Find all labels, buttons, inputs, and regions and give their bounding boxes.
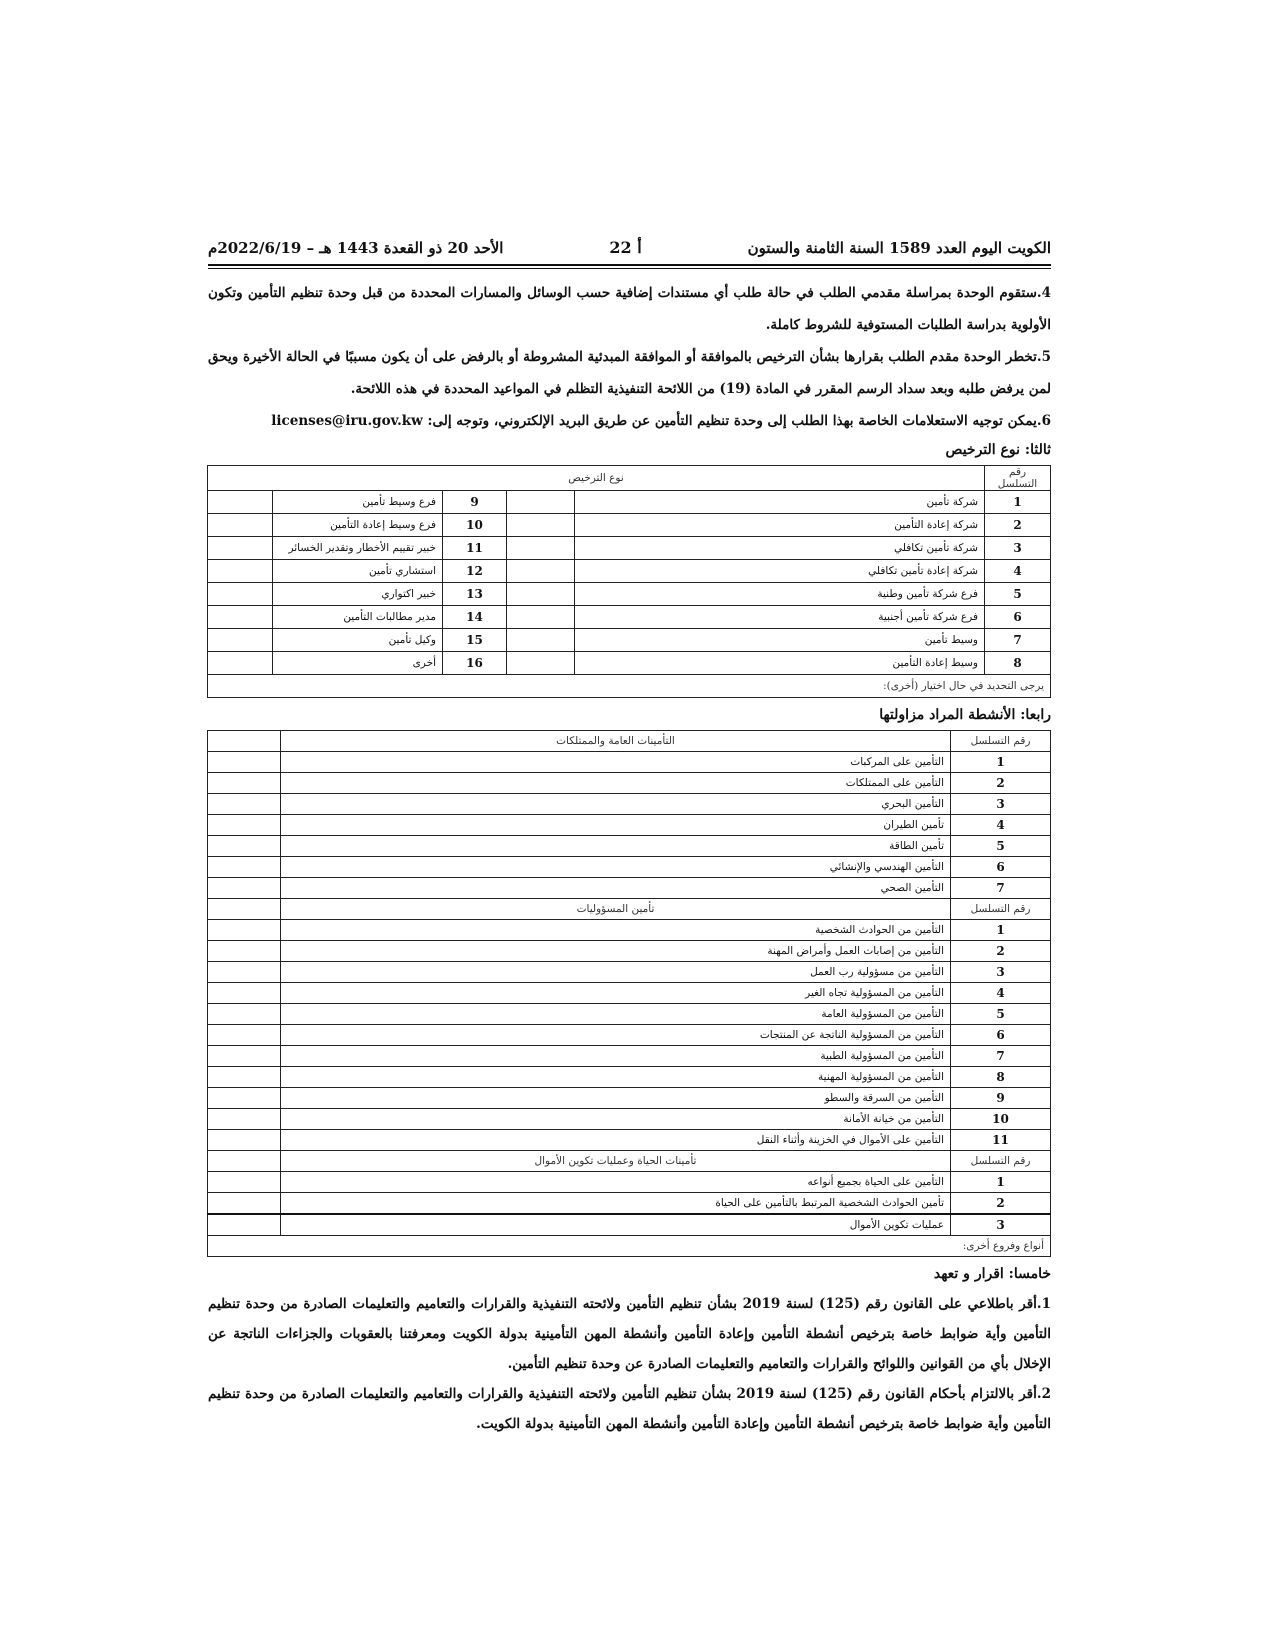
table-row bbox=[208, 1088, 1051, 1109]
email-link[interactable]: licenses@iru.gov.kw bbox=[271, 413, 423, 429]
license-type-table bbox=[207, 465, 1051, 698]
table-row bbox=[208, 1046, 1051, 1067]
table-row bbox=[208, 878, 1051, 899]
checkbox-cell[interactable] bbox=[207, 560, 272, 583]
license-type-cell: شركة تأمين bbox=[575, 491, 985, 514]
license-type-cell: مدير مطالبات التأمين bbox=[273, 606, 443, 629]
checkbox-cell[interactable] bbox=[207, 583, 272, 606]
serial-cell: 1 bbox=[951, 920, 1051, 941]
serial-cell: 5 bbox=[985, 583, 1051, 606]
activity-cell: التأمين من المسؤولية تجاه الغير bbox=[281, 983, 951, 1004]
table-row bbox=[208, 1193, 1051, 1215]
activity-cell: التأمين الهندسي والإنشائي bbox=[281, 857, 951, 878]
checkbox-cell[interactable] bbox=[207, 606, 272, 629]
serial-cell: 5 bbox=[951, 1004, 1051, 1025]
note-row bbox=[207, 675, 1050, 698]
paragraph-6 bbox=[208, 405, 1051, 437]
serial-cell: 15 bbox=[443, 629, 507, 652]
table-row bbox=[207, 652, 1050, 675]
serial-cell: 3 bbox=[951, 1214, 1051, 1236]
license-type-cell: استشاري تأمين bbox=[273, 560, 443, 583]
activity-cell: التأمين على الممتلكات bbox=[281, 773, 951, 794]
checkbox-cell[interactable] bbox=[208, 836, 281, 857]
checkbox-cell[interactable] bbox=[208, 1046, 281, 1067]
other-specify-note[interactable]: يرجى التحديد في حال اختيار (أخرى): bbox=[207, 675, 1050, 698]
serial-cell: 1 bbox=[951, 1172, 1051, 1193]
activity-cell: التأمين على المركبات bbox=[281, 752, 951, 773]
checkbox-cell[interactable] bbox=[208, 920, 281, 941]
activity-cell: التأمين من خيانة الأمانة bbox=[281, 1109, 951, 1130]
activity-cell: التأمين من إصابات العمل وأمراض المهنة bbox=[281, 941, 951, 962]
table-row bbox=[208, 941, 1051, 962]
license-type-cell: فرع وسيط تأمين bbox=[273, 491, 443, 514]
table-row bbox=[207, 491, 1050, 514]
checkbox-cell[interactable] bbox=[507, 560, 575, 583]
license-type-cell: أخرى bbox=[273, 652, 443, 675]
activity-cell: تأمين الطاقة bbox=[281, 836, 951, 857]
serial-header: رقم التسلسل bbox=[985, 466, 1051, 491]
activity-cell: التأمين من المسؤولية العامة bbox=[281, 1004, 951, 1025]
activity-cell: عمليات تكوين الأموال bbox=[281, 1214, 951, 1236]
checkbox-cell[interactable] bbox=[208, 941, 281, 962]
table-row bbox=[208, 1172, 1051, 1193]
declaration-paragraph-2: 2.أقر بالالتزام بأحكام القانون رقم (125) لسنة 2019 بشأن تنظيم التأمين ولائحته التنفيذية والقرارات والتعاميم والتعليمات الصادرة من وحدة تنظيم التأمين وأية ضوابط خاصة بترخيص أنشطة التأمين وإعادة التأمين وأنشطة المهن التأمينية بدولة الكويت. bbox=[208, 1386, 1051, 1432]
header-page-number: أ 22 bbox=[609, 238, 642, 257]
gazette-page bbox=[208, 238, 1051, 1439]
table-row bbox=[208, 1067, 1051, 1088]
serial-cell: 7 bbox=[951, 878, 1051, 899]
serial-cell: 9 bbox=[443, 491, 507, 514]
checkbox-cell[interactable] bbox=[208, 794, 281, 815]
activity-cell: التأمين الصحي bbox=[281, 878, 951, 899]
license-type-cell: فرع شركة تأمين وطنية bbox=[575, 583, 985, 606]
table-row bbox=[208, 1004, 1051, 1025]
header-publication-title: الكويت اليوم العدد 1589 السنة الثامنة والستون bbox=[747, 239, 1051, 257]
table-row bbox=[208, 752, 1051, 773]
table-row bbox=[207, 629, 1050, 652]
serial-cell: 13 bbox=[443, 583, 507, 606]
serial-cell: 3 bbox=[985, 537, 1051, 560]
checkbox-cell[interactable] bbox=[207, 514, 272, 537]
serial-cell: 4 bbox=[985, 560, 1051, 583]
serial-cell: 3 bbox=[951, 962, 1051, 983]
other-types-note[interactable]: أنواع وفروع أخرى: bbox=[208, 1236, 1051, 1257]
serial-cell: 6 bbox=[985, 606, 1051, 629]
checkbox-cell[interactable] bbox=[207, 537, 272, 560]
checkbox-cell[interactable] bbox=[507, 583, 575, 606]
serial-header: رقم التسلسل bbox=[951, 899, 1051, 920]
table-row bbox=[208, 857, 1051, 878]
serial-cell: 4 bbox=[951, 815, 1051, 836]
table-row bbox=[208, 836, 1051, 857]
checkbox-cell[interactable] bbox=[208, 1193, 281, 1215]
header-rule bbox=[208, 264, 1051, 269]
checkbox-cell[interactable] bbox=[208, 815, 281, 836]
activity-cell: التأمين من المسؤولية المهنية bbox=[281, 1067, 951, 1088]
paragraph-4: 4.ستقوم الوحدة بمراسلة مقدمي الطلب في حالة طلب أي مستندات إضافية حسب الوسائل والمسارات المحددة من قبل وحدة تنظيم التأمين وتكون الأولوية بدراسة الطلبات المستوفية للشروط كاملة. bbox=[208, 285, 1051, 333]
serial-cell: 8 bbox=[985, 652, 1051, 675]
checkbox-cell[interactable] bbox=[507, 606, 575, 629]
license-type-cell: وسيط تأمين bbox=[575, 629, 985, 652]
checkbox-cell[interactable] bbox=[208, 1109, 281, 1130]
table-row bbox=[207, 537, 1050, 560]
license-type-cell: وكيل تأمين bbox=[273, 629, 443, 652]
table-row bbox=[208, 815, 1051, 836]
checkbox-cell[interactable] bbox=[208, 773, 281, 794]
serial-cell: 4 bbox=[951, 983, 1051, 1004]
checkbox-cell[interactable] bbox=[208, 962, 281, 983]
serial-header: رقم التسلسل bbox=[951, 1151, 1051, 1172]
activity-cell: التأمين على الأموال في الخزينة وأثناء النقل bbox=[281, 1130, 951, 1151]
serial-cell: 2 bbox=[951, 941, 1051, 962]
serial-cell: 11 bbox=[951, 1130, 1051, 1151]
serial-cell: 3 bbox=[951, 794, 1051, 815]
group-header-row bbox=[208, 731, 1051, 752]
table-row bbox=[208, 983, 1051, 1004]
serial-cell: 7 bbox=[951, 1046, 1051, 1067]
table-row bbox=[208, 962, 1051, 983]
serial-header: رقم التسلسل bbox=[951, 731, 1051, 752]
checkbox-cell[interactable] bbox=[208, 1025, 281, 1046]
license-type-cell: فرع شركة تأمين أجنبية bbox=[575, 606, 985, 629]
table-row bbox=[207, 606, 1050, 629]
serial-cell: 6 bbox=[951, 857, 1051, 878]
section-3-title: ثالثا: نوع الترخيص bbox=[945, 442, 1051, 458]
activity-cell: التأمين من المسؤولية الطبية bbox=[281, 1046, 951, 1067]
checkbox-cell[interactable] bbox=[208, 1214, 281, 1236]
empty-cell bbox=[208, 731, 281, 752]
serial-cell: 5 bbox=[951, 836, 1051, 857]
group-title: التأمينات العامة والممتلكات bbox=[281, 731, 951, 752]
serial-cell: 11 bbox=[443, 537, 507, 560]
activity-cell: التأمين على الحياة بجميع أنواعه bbox=[281, 1172, 951, 1193]
checkbox-cell[interactable] bbox=[208, 983, 281, 1004]
group-header-row bbox=[208, 899, 1051, 920]
license-type-cell: شركة إعادة التأمين bbox=[575, 514, 985, 537]
checkbox-cell[interactable] bbox=[507, 629, 575, 652]
table-row bbox=[208, 920, 1051, 941]
serial-cell: 7 bbox=[985, 629, 1051, 652]
checkbox-cell[interactable] bbox=[507, 652, 575, 675]
checkbox-cell[interactable] bbox=[208, 1172, 281, 1193]
license-type-cell: خبير اكتواري bbox=[273, 583, 443, 606]
group-title: تأمينات الحياة وعمليات تكوين الأموال bbox=[281, 1151, 951, 1172]
table-row bbox=[208, 773, 1051, 794]
checkbox-cell[interactable] bbox=[207, 629, 272, 652]
table-row bbox=[208, 1130, 1051, 1151]
checkbox-cell[interactable] bbox=[207, 491, 272, 514]
table-row bbox=[207, 514, 1050, 537]
checkbox-cell[interactable] bbox=[208, 1004, 281, 1025]
table-row bbox=[207, 583, 1050, 606]
activities-table bbox=[207, 730, 1051, 1257]
page-header bbox=[208, 238, 1051, 262]
note-row bbox=[208, 1236, 1051, 1257]
serial-cell: 6 bbox=[951, 1025, 1051, 1046]
paragraph-6-text: 6.يمكن توجيه الاستعلامات الخاصة بهذا الطلب إلى وحدة تنظيم التأمين عن طريق البريد الإلكتروني، وتوجه إلى: bbox=[427, 413, 1051, 429]
serial-cell: 2 bbox=[951, 773, 1051, 794]
serial-cell: 1 bbox=[951, 752, 1051, 773]
table-header-row bbox=[207, 466, 1050, 491]
checkbox-cell[interactable] bbox=[208, 1088, 281, 1109]
group-header-row bbox=[208, 1151, 1051, 1172]
checkbox-cell[interactable] bbox=[208, 1067, 281, 1088]
license-type-cell: خبير تقييم الأخطار وتقدير الخسائر bbox=[273, 537, 443, 560]
license-type-cell: وسيط إعادة التأمين bbox=[575, 652, 985, 675]
activity-cell: التأمين من المسؤولية الناتجة عن المنتجات bbox=[281, 1025, 951, 1046]
table-row bbox=[208, 1025, 1051, 1046]
serial-cell: 9 bbox=[951, 1088, 1051, 1109]
license-type-cell: شركة تأمين تكافلي bbox=[575, 537, 985, 560]
license-type-cell: فرع وسيط إعادة التأمين bbox=[273, 514, 443, 537]
section-4-title: رابعا: الأنشطة المراد مزاولتها bbox=[879, 707, 1051, 723]
license-type-cell: شركة إعادة تأمين تكافلي bbox=[575, 560, 985, 583]
checkbox-cell[interactable] bbox=[507, 537, 575, 560]
activity-cell: تأمين الطيران bbox=[281, 815, 951, 836]
serial-cell: 10 bbox=[443, 514, 507, 537]
license-type-header: نوع الترخيص bbox=[207, 466, 984, 491]
activity-cell: التأمين من مسؤولية رب العمل bbox=[281, 962, 951, 983]
table-row bbox=[208, 794, 1051, 815]
activity-cell: تأمين الحوادث الشخصية المرتبط بالتأمين على الحياة bbox=[281, 1193, 951, 1215]
serial-cell: 16 bbox=[443, 652, 507, 675]
header-date: الأحد 20 ذو القعدة 1443 هـ – 2022/6/19م bbox=[208, 239, 504, 257]
table-row bbox=[207, 560, 1050, 583]
empty-cell bbox=[208, 1151, 281, 1172]
section-5-title: خامسا: اقرار و تعهد bbox=[933, 1266, 1051, 1282]
serial-cell: 14 bbox=[443, 606, 507, 629]
checkbox-cell[interactable] bbox=[208, 752, 281, 773]
activity-cell: التأمين من الحوادث الشخصية bbox=[281, 920, 951, 941]
checkbox-cell[interactable] bbox=[208, 1130, 281, 1151]
checkbox-cell[interactable] bbox=[507, 514, 575, 537]
activity-cell: التأمين البحري bbox=[281, 794, 951, 815]
table-row bbox=[208, 1109, 1051, 1130]
checkbox-cell[interactable] bbox=[208, 878, 281, 899]
serial-cell: 12 bbox=[443, 560, 507, 583]
serial-cell: 1 bbox=[985, 491, 1051, 514]
serial-cell: 8 bbox=[951, 1067, 1051, 1088]
paragraph-5: 5.تخطر الوحدة مقدم الطلب بقرارها بشأن الترخيص بالموافقة أو الموافقة المبدئية المشروطة أو بالرفض على أن يكون مسببًا في الحالة الأخيرة ويحق لمن يرفض طلبه وبعد سداد الرسم المقرر في المادة (19) من اللائحة التنفيذية التظلم في المواعيد المحددة في هذه اللائحة. bbox=[208, 349, 1051, 397]
serial-cell: 2 bbox=[985, 514, 1051, 537]
checkbox-cell[interactable] bbox=[208, 857, 281, 878]
serial-cell: 2 bbox=[951, 1193, 1051, 1215]
empty-cell bbox=[208, 899, 281, 920]
activity-cell: التأمين من السرقة والسطو bbox=[281, 1088, 951, 1109]
checkbox-cell[interactable] bbox=[207, 652, 272, 675]
checkbox-cell[interactable] bbox=[507, 491, 575, 514]
table-row bbox=[208, 1214, 1051, 1236]
group-title: تأمين المسؤوليات bbox=[281, 899, 951, 920]
declaration-paragraph-1: 1.أقر باطلاعي على القانون رقم (125) لسنة 2019 بشأن تنظيم التأمين ولائحته التنفيذية والقرارات والتعاميم والتعليمات الصادرة من وحدة تنظيم التأمين وأية ضوابط خاصة بترخيص أنشطة التأمين وإعادة التأمين وأنشطة المهن التأمينية بدولة الكويت ومعرفتنا بالعقوبات والجزاءات الناتجة عن الإخلال بأي من القوانين واللوائح والقرارات والتعاميم والتعليمات الصادرة عن وحدة تنظيم التأمين. bbox=[208, 1296, 1051, 1372]
serial-cell: 10 bbox=[951, 1109, 1051, 1130]
